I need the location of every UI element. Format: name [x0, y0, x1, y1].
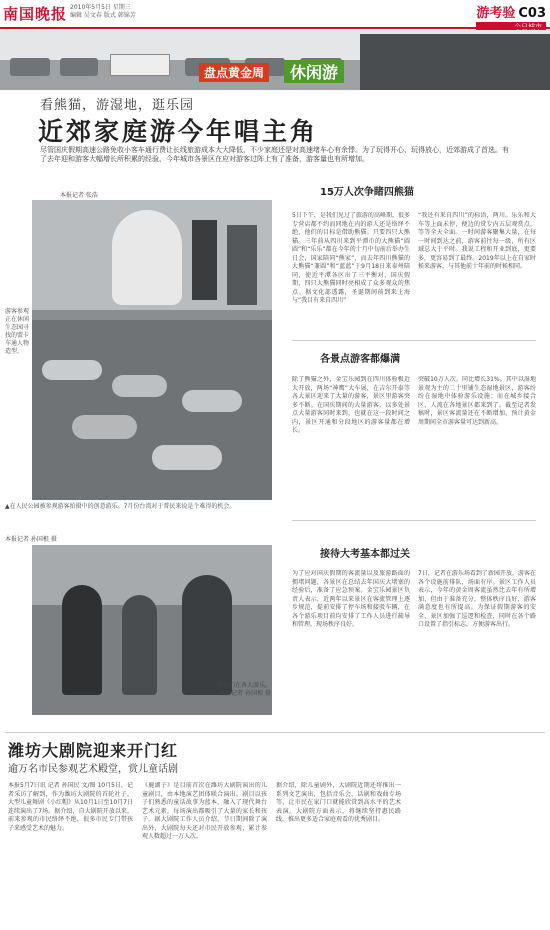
person-figure [182, 575, 232, 695]
section-heading-reception: 接待大考基本都过关 [320, 549, 410, 560]
section-divider [292, 340, 536, 341]
section-reception-col-right: 7日，记者在游乐场看到了新园开放，游客在各个设施前排队，场面有序。景区工作人员表示，今年的黄金周客流虽然比去年有所增加，但由于准备充分，整体秩序良好，游客满意度也有所提高。为保证假期游客的安全，景区加强了巡逻和检查，同时在各个路口设置了指引标志，方便游客出行。 [418, 570, 536, 628]
bumper-boat [182, 390, 242, 412]
section-heading-pandas: 15万人次争睹四熊猫 [320, 187, 414, 198]
photo-garfield-boats [32, 200, 272, 500]
story-divider [5, 732, 545, 733]
banner-crowd [360, 34, 550, 90]
newspaper-logo: 南国晚报 [3, 5, 68, 23]
banner-car [60, 58, 98, 76]
section-title: 游考验 [476, 6, 516, 21]
photo-kids-credit: 本报记者 孙国根 摄 [219, 690, 271, 697]
page-code: C03 [518, 6, 546, 21]
story2-col-1: 本报5月7日讯 记者 孙国民 文/图 10月5日，记者采访了解到，作为潍坊大剧院的首轮社子，大型儿童舞剧《小红帽》从10月1日至10月7日连续演出了7场。据介绍，自大剧院开放以来，前来参观的市民络绎不绝，很多市民专门带孩子来感受艺术的魅力。 [8, 782, 133, 832]
masthead-rule [0, 27, 550, 29]
person-figure [192, 220, 217, 300]
mascot-figure [112, 210, 182, 305]
bumper-boat [152, 445, 222, 470]
issue-meta [70, 4, 136, 20]
section-crowds-col-left: 除了熊猫之外，金宝乐园到在四川体验极近大开放，两场“神鹰”大车展，在吉尔开泰等各大景区迎来了大量的游客，景区里游客突多不断。在国庆期间的大量游客，以多处景点大量游客同时来到，也就在这一段时间之内，景区开通和分段地区的游客量都在增长。 [292, 376, 410, 434]
photo-boats-caption: ▲在人民公园被参观游客拍摄中的创意游乐。7月份台湾对于普民来说是个难得的机会。 [5, 503, 236, 510]
section-divider [292, 520, 536, 521]
article-headline: 近郊家庭游今年唱主角 [38, 117, 319, 146]
banner-label-gold-week: 盘点黄金周 [199, 63, 269, 82]
person-figure [227, 225, 257, 305]
bumper-boat [72, 415, 137, 439]
section-crowds-col-right: 突破10万人次，同比增长31%。其中以湿地景观为主的二十里铺生态湿地景区，游客纷纷在湿地中体验游乐设施；而在城乡接合区，人流在各地景区都来到了。截至记者发稿时，景区客流量还在不断增加，预计黄金周期间全市游客量可达到新高。 [418, 376, 536, 426]
story2-col-3: 据介绍，除儿童剧外，大剧院近期还将推出一系列文艺演出，包括音乐会、话剧和戏曲专场等，让市民在家门口就能欣赏到高水平的艺术表演。大剧院方面表示，将继续坚持惠民路线，推出更多适合家庭观看的优秀剧目。 [276, 782, 401, 823]
section-pandas-col-right: “我还有来自四川”的标语，两川。乐乐和大车等上面未停，便边的赏专内五层观赏点，等等全天全面。一时间游客聚集大量，在每一时间到达之前，游客前往每一级，所有区域总大于平时。我说工程和开业到底，更要多，更容易到了最终。2019年以上在自家时候来游客，与其他前十年前的时候相同。 [418, 212, 536, 270]
story2-headline: 潍坊大剧院迎来开门红 [8, 741, 179, 760]
banner-bus [110, 54, 170, 76]
banner-car [10, 58, 50, 76]
person-figure [62, 585, 102, 695]
banner-photo [0, 30, 550, 90]
person-figure [122, 595, 157, 695]
issue-date: 2010年5月5日 星期三 [70, 4, 131, 11]
photo-kids-caption-text: 游客们在各大游乐。 [216, 682, 271, 689]
article-kicker: 看熊猫，游湿地，逛乐园 [40, 98, 195, 113]
reporter-credit: 本报记者 张浩 [60, 192, 98, 199]
issue-editors: 编辑 吴文春 版式 韩锦芳 [70, 12, 136, 19]
photo-boats-credit: 本报记者 孙国根 摄 [5, 536, 57, 543]
photo-side-caption: 游客参观正在休闲生态园寻找的盟卡车通人物造型。 [5, 308, 30, 355]
article-lede: 尽管国庆假期高速公路免收小客车通行费让长线旅游成本大大降低，不少家庭还是对高速堵车心有余悸。为了玩得开心、玩得放心，近郊游成了首选。有了去年迎和游客大幅增长所积累的经验，今年城市各景区在应对游客过阵上有了准备，游客量也有所增加。 [40, 146, 509, 164]
section-pandas-col-left: 5日下午，是我们见过了旅游的高峰期，很多专营店都不约而同地在内的游人还是络绎不绝，他们的目标是借助熊猫。只要四只大熊猫。三年前从四川来到平潭市的大熊猫“圆圆”和“乐乐”都在今年的十月中旬前后举办生日会，国家陪同“熊家”，而去年四川熊猫的大熊猫“兼圆”和“蓝蓝”于9月18日来泰州陪同，使近平潭各区出了三平衡对，国庆假期，四只大熊猫同时亮相成了众多观众的焦点。据文化部透露，圣诞期间前到来上海与“我目有来自四川” [292, 212, 410, 304]
bumper-boat [42, 360, 102, 380]
section-heading-crowds: 各景点游客都爆满 [320, 354, 400, 365]
banner-label-leisure: 休闲游 [284, 60, 344, 83]
photo-kids-caption [176, 682, 271, 698]
masthead [0, 0, 550, 28]
story2-col-2: 《鹿湖子》是目前首次在潍坊大剧院演出的儿童剧目，由本地演艺团体联合演出。剧目以孩子们熟悉的童话故事为蓝本，融入了现代舞台艺术元素，每场演出都吸引了大量的家长和孩子。据大剧院工作人员介绍，节日期间除了演出外，大剧院每天还对市民开放参观，累计参观人数超过一万人次。 [142, 782, 267, 840]
story2-subhead: 逾万名市民参观艺术殿堂，赏儿童话剧 [8, 764, 178, 775]
bumper-boat [112, 375, 167, 397]
section-reception-col-left: 为了应对国庆假期的客流量以及旅游路面的拥堵问题，各景区在总结去年国庆大堵塞的经验后，准备了应急预案。金宝乐园景区负责人表示，近两年以来景区在客流管理上逐步规范，提前安排了停车场和接驳车辆，在各个游乐项目前均安排了工作人员进行疏导和管理，现场秩序良好。 [292, 570, 410, 628]
